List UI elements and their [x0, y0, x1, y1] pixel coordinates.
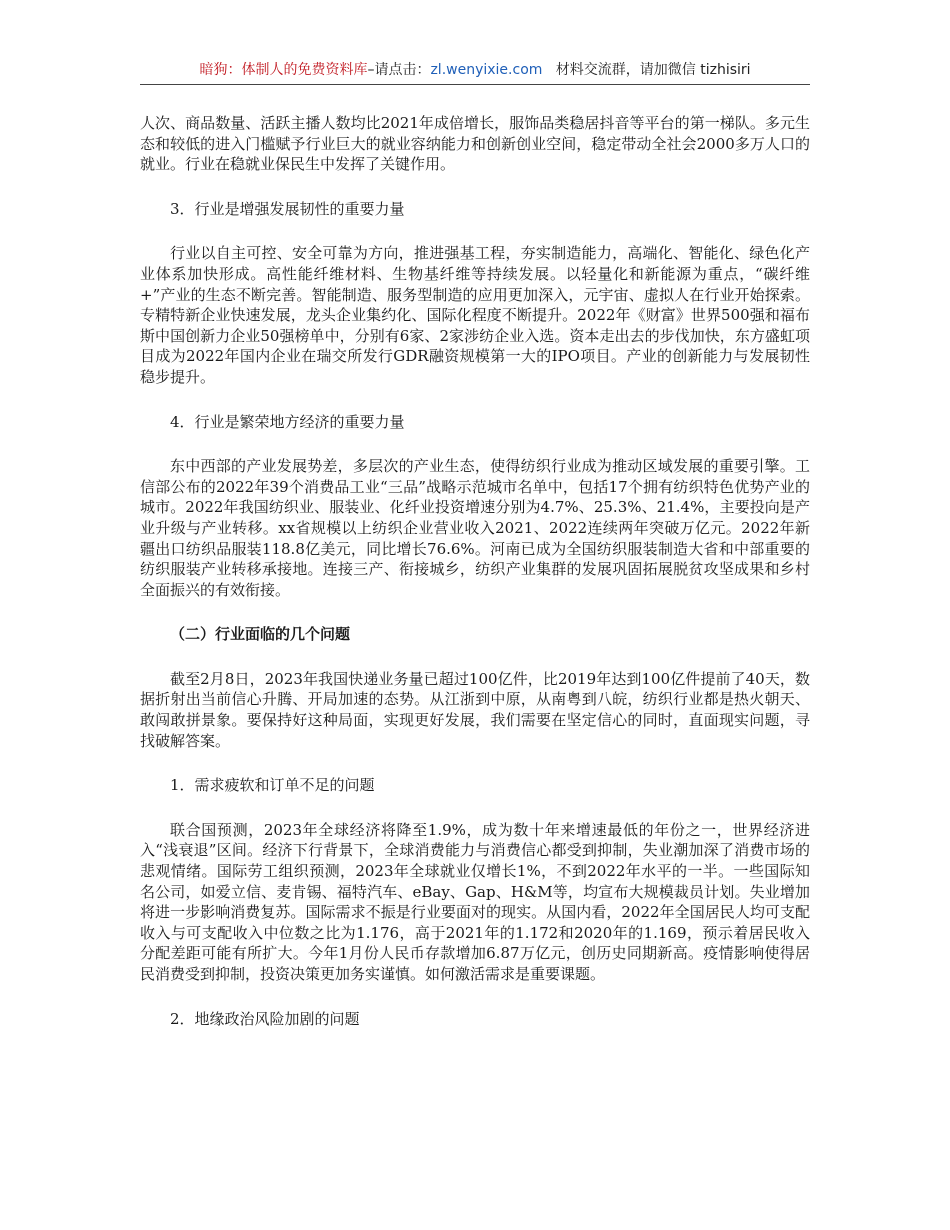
- header-cta: –请点击：: [367, 62, 431, 78]
- document-body: [140, 113, 810, 1029]
- heading-geopolitics: 2．地缘政治风险加剧的问题: [170, 1009, 360, 1028]
- paragraph-resilience: 行业以自主可控、安全可靠为方向，推进强基工程，夯实制造能力，高端化、智能化、绿色化产业体系加快形成。高性能纤维材料、生物基纤维等持续发展。以轻量化和新能源为重点，“碳纤维+”产业的生态不断完善。智能制造、服务型制造的应用更加深入，元宇宙、虚拟人在行业开始探索。专精特新企业快速发展，龙头企业集约化、国际化程度不断提升。2022年《财富》世界500强和福布斯中国创新力企业50强榜单中，分别有6家、2家涉纺企业入选。资本走出去的步伐加快，东方盛虹项目成为2022年国内企业在瑞交所发行GDR融资规模第一大的IPO项目。产业的创新能力与发展韧性稳步提升。: [140, 244, 810, 386]
- paragraph-express-delivery: 截至2月8日，2023年我国快递业务量已超过100亿件，比2019年达到100亿件提前了40天，数据折射出当前信心升腾、开局加速的态势。从江浙到中原，从南粤到八皖，纺织行业都是热火朝天、敢闯敢拼景象。要保持好这种局面，实现更好发展，我们需要在坚定信心的同时，直面现实问题，寻找破解答案。: [140, 669, 810, 750]
- heading-resilience: 3．行业是增强发展韧性的重要力量: [170, 199, 405, 218]
- header-contact: 材料交流群，请加微信 tizhisiri: [555, 62, 751, 78]
- paragraph-local-economy: 东中西部的产业发展势差，多层次的产业生态，使得纺织行业成为推动区域发展的重要引擎。工信部公布的2022年39个消费品工业“三品”战略示范城市名单中，包括17个拥有纺织特色优势产业的城市。2022年我国纺织业、服装业、化纤业投资增速分别为4.7%、25.3%、21.4%，主要投向是产业升级与产业转移。xx省规模以上纺织企业营业收入2021、2022连续两年突破万亿元。2022年新疆出口纺织品服装118.8亿美元，同比增长76.6%。河南已成为全国纺织服装制造大省和中部重要的纺织服装产业转移承接地。连接三产、衔接城乡，纺织产业集群的发展巩固拓展脱贫攻坚成果和乡村全面振兴的有效衔接。: [140, 457, 810, 599]
- heading-weak-demand: 1．需求疲软和订单不足的问题: [170, 776, 375, 795]
- paragraph-employment: 人次、商品数量、活跃主播人数均比2021年成倍增长，服饰品类稳居抖音等平台的第一梯队。多元生态和较低的进入门槛赋予行业巨大的就业容纳能力和创新创业空间，稳定带动全社会2000多万人口的就业。行业在稳就业保民生中发挥了关键作用。: [140, 114, 810, 174]
- section-heading-problems: （二）行业面临的几个问题: [170, 625, 351, 644]
- page-header: [140, 60, 810, 85]
- header-url-link[interactable]: zl.wenyixie.com: [430, 62, 543, 78]
- paragraph-weak-demand: 联合国预测，2023年全球经济将降至1.9%，成为数十年来增速最低的年份之一，世界经济进入“浅衰退”区间。经济下行背景下，全球消费能力与消费信心都受到抑制，失业潮加深了消费市场的悲观情绪。国际劳工组织预测，2023年全球就业仅增长1%，不到2022年水平的一半。一些国际知名公司，如爱立信、麦肯锡、福特汽车、eBay、Gap、H&M等，均宣布大规模裁员计划。失业增加将进一步影响消费复苏。国际需求不振是行业要面对的现实。从国内看，2022年全国居民人均可支配收入与可支配收入中位数之比为1.176，高于2021年的1.172和2020年的1.169，预示着居民收入分配差距可能有所扩大。今年1月份人民币存款增加6.87万亿元，创历史同期新高。疫情影响使得居民消费受到抑制，投资决策更加务实谨慎。如何激活需求是重要课题。: [140, 820, 810, 983]
- header-brand: 暗狗：体制人的免费资料库: [199, 62, 368, 78]
- heading-local-economy: 4．行业是繁荣地方经济的重要力量: [170, 412, 405, 431]
